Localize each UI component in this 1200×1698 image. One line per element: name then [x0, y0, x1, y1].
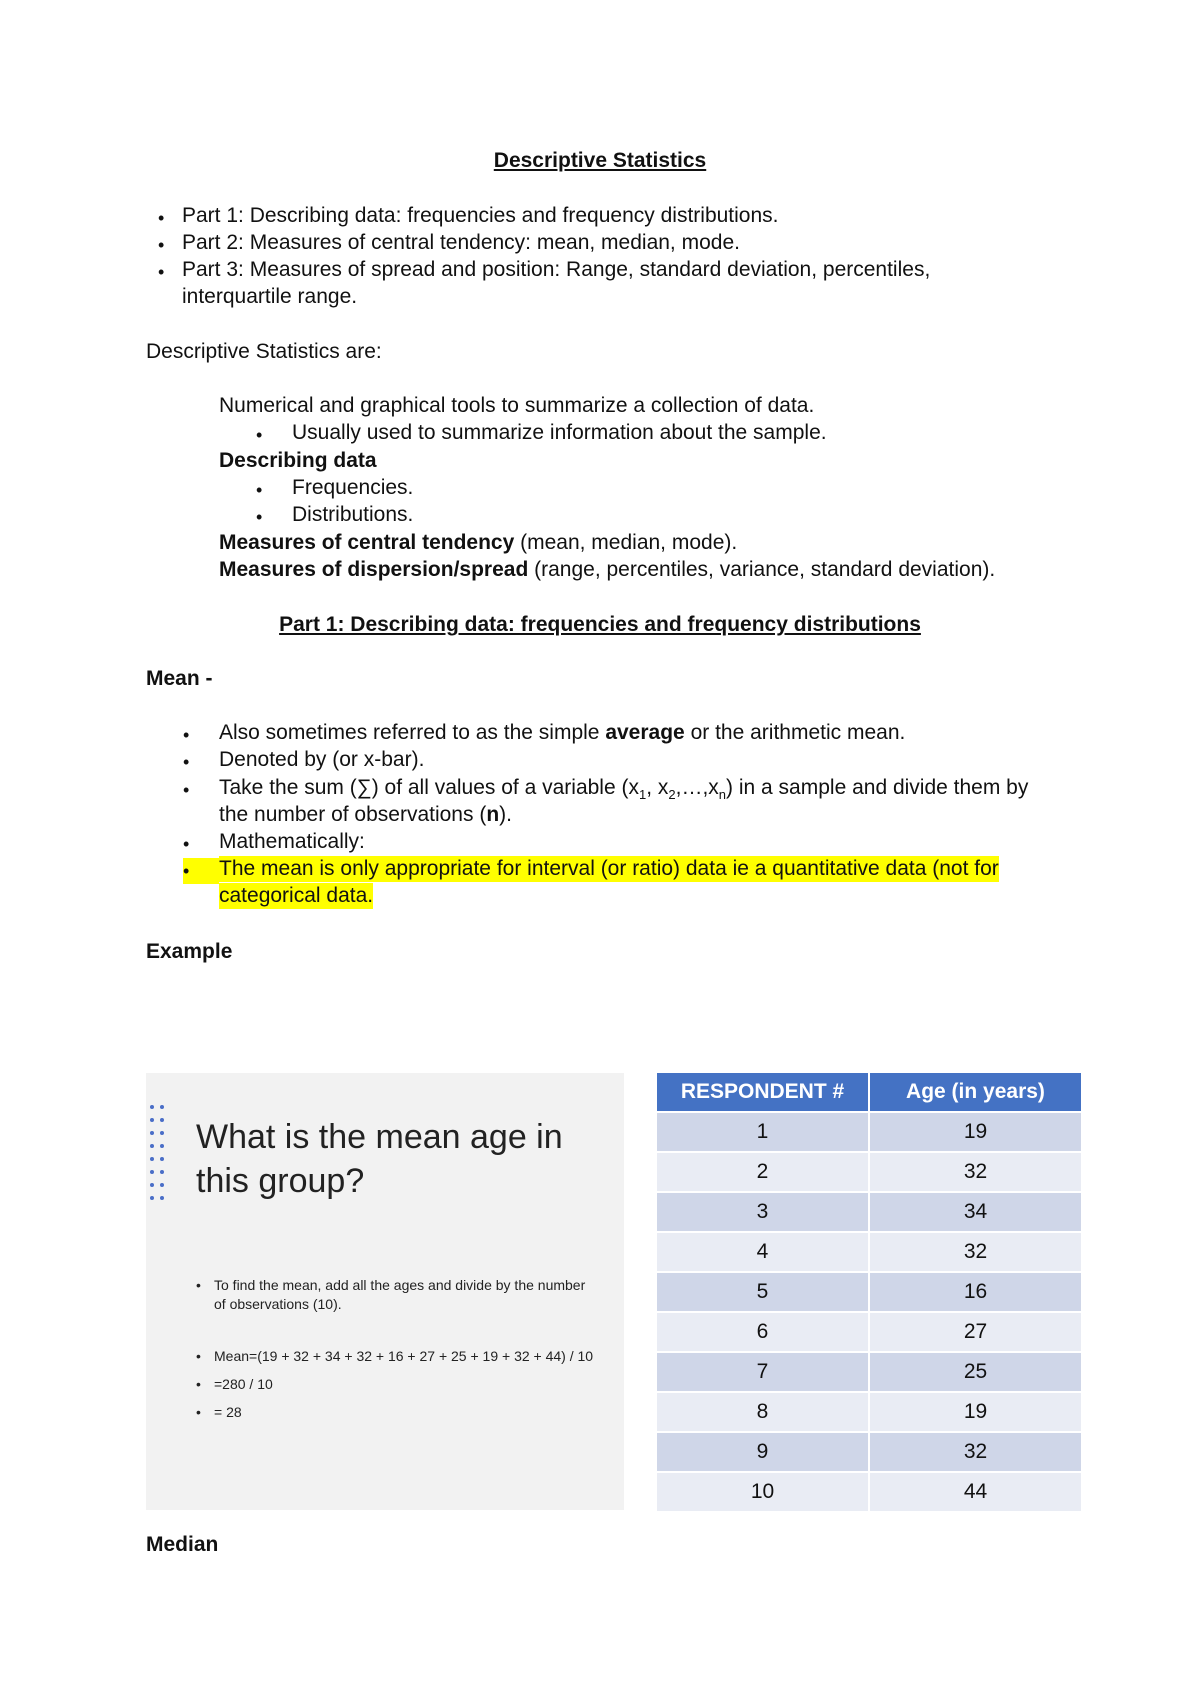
dots-decoration-icon: [146, 1105, 170, 1205]
slide-question: What is the mean age in this group?: [196, 1118, 563, 1200]
slide-bullet: [196, 1403, 596, 1422]
bullet-icon: •: [158, 235, 165, 255]
part-3-item-cont: interquartile range.: [182, 285, 358, 308]
bullet-icon: •: [196, 1348, 201, 1364]
part1-heading: Part 1: Describing data: frequencies and frequency distributions: [279, 613, 921, 636]
mean-b1-text-c: or the arithmetic mean.: [684, 721, 906, 744]
mean-b3-sub3: n: [718, 787, 727, 803]
bullet-icon: •: [183, 780, 190, 800]
bullet-icon: •: [158, 262, 165, 282]
table-row: [657, 1233, 1083, 1273]
slide-bullet-text: = 28: [214, 1404, 242, 1420]
mean-b3-l2-c: ).: [499, 803, 512, 826]
example-heading: Example: [146, 940, 233, 963]
mean-b3-c: ,…,x: [675, 776, 719, 799]
respondent-cell: 3: [657, 1193, 870, 1233]
ages-table: [657, 1073, 1083, 1513]
respondent-cell: 2: [657, 1153, 870, 1193]
table-row: [657, 1473, 1083, 1513]
mean-bullet-4: Mathematically:: [219, 830, 365, 853]
age-cell: 16: [870, 1273, 1083, 1313]
table-row: [657, 1193, 1083, 1233]
mean-bullet-5-cont: categorical data.: [219, 884, 374, 907]
bullet-icon: •: [256, 507, 263, 527]
respondent-cell: 10: [657, 1473, 870, 1513]
slide-bullet-text: =280 / 10: [214, 1376, 273, 1392]
frequencies-text: Frequencies.: [292, 476, 414, 499]
table-header-row: [657, 1073, 1083, 1113]
central-tendency-line: [219, 530, 737, 556]
mean-b3-b: , x: [646, 776, 669, 799]
table-row: [657, 1313, 1083, 1353]
age-cell: 44: [870, 1473, 1083, 1513]
age-cell: 27: [870, 1313, 1083, 1353]
header-respondent: RESPONDENT #: [657, 1073, 870, 1113]
slide-bullet-text: Mean=(19 + 32 + 34 + 32 + 16 + 27 + 25 + 19 + 32 + 44) / 10: [214, 1348, 594, 1364]
bullet-icon: •: [196, 1277, 201, 1293]
dispersion-rest: (range, percentiles, variance, standard deviation).: [528, 558, 996, 581]
respondent-cell: 8: [657, 1393, 870, 1433]
dispersion-line: [219, 557, 995, 583]
mean-b3-a: Take the sum (∑) of all values of a variable (x: [219, 776, 639, 799]
part-2-item: Part 2: Measures of central tendency: mean, median, mode.: [182, 231, 740, 254]
dispersion-bold: Measures of dispersion/spread: [219, 558, 529, 581]
respondent-cell: 4: [657, 1233, 870, 1273]
mean-bullet-5: The mean is only appropriate for interval (or ratio) data ie a quantitative data (not for: [219, 857, 999, 880]
mean-b1-average: average: [605, 721, 685, 744]
mean-b3-d: ) in a sample and divide them by: [726, 776, 1029, 799]
respondent-cell: 7: [657, 1353, 870, 1393]
central-tendency-rest: (mean, median, mode).: [514, 531, 738, 554]
bullet-icon: •: [183, 834, 190, 854]
ds-are-label: Descriptive Statistics are:: [146, 340, 382, 363]
slide-bullet: [196, 1375, 596, 1394]
bullet-icon: •: [256, 425, 263, 445]
bullet-icon: •: [158, 208, 165, 228]
respondent-cell: 6: [657, 1313, 870, 1353]
part-3-item: Part 3: Measures of spread and position: Range, standard deviation, percentiles,: [182, 258, 931, 281]
mean-bullet-3-cont: [219, 802, 512, 828]
slide-bullet: [196, 1276, 596, 1314]
respondent-cell: 1: [657, 1113, 870, 1153]
table-row: [657, 1113, 1083, 1153]
distributions-text: Distributions.: [292, 503, 414, 526]
header-age: Age (in years): [870, 1073, 1083, 1113]
mean-bullet-2: Denoted by (or x-bar).: [219, 748, 425, 771]
respondent-cell: 9: [657, 1433, 870, 1473]
table-row: [657, 1393, 1083, 1433]
mean-b3-l2-a: the number of observations (: [219, 803, 487, 826]
median-heading: Median: [146, 1533, 219, 1556]
respondent-cell: 5: [657, 1273, 870, 1313]
mean-b3-sub2: 2: [668, 787, 676, 803]
bullet-icon: •: [183, 752, 190, 772]
usually-text: Usually used to summarize information about the sample.: [292, 421, 827, 444]
example-slide: [146, 1073, 624, 1510]
slide-bullet: [196, 1347, 596, 1366]
table-row: [657, 1273, 1083, 1313]
bullet-icon: •: [196, 1404, 201, 1420]
age-cell: 32: [870, 1433, 1083, 1473]
describing-data-label: Describing data: [219, 449, 377, 472]
slide-bullets: [196, 1276, 596, 1422]
mean-bullet-1: [219, 720, 905, 746]
page-title: Descriptive Statistics: [493, 149, 707, 172]
central-tendency-bold: Measures of central tendency: [219, 531, 515, 554]
mean-b1-text-a: Also sometimes referred to as the simple: [219, 721, 606, 744]
bullet-icon: •: [256, 480, 263, 500]
table-row: [657, 1353, 1083, 1393]
age-cell: 19: [870, 1113, 1083, 1153]
mean-b3-sub1: 1: [638, 787, 647, 803]
mean-bullet-3: [219, 775, 1028, 801]
bullet-icon: •: [183, 858, 219, 884]
age-cell: 25: [870, 1353, 1083, 1393]
age-cell: 32: [870, 1233, 1083, 1273]
age-cell: 19: [870, 1393, 1083, 1433]
table-row: [657, 1433, 1083, 1473]
bullet-icon: •: [183, 725, 190, 745]
mean-heading: Mean -: [146, 667, 213, 690]
part-1-item: Part 1: Describing data: frequencies and frequency distributions.: [182, 204, 779, 227]
age-cell: 32: [870, 1153, 1083, 1193]
slide-bullet-text: To find the mean, add all the ages and divide by the number of observations (10).: [214, 1277, 586, 1312]
bullet-icon: •: [196, 1376, 201, 1392]
age-cell: 34: [870, 1193, 1083, 1233]
numerical-text: Numerical and graphical tools to summarize a collection of data.: [219, 394, 815, 417]
table-row: [657, 1153, 1083, 1193]
mean-b3-l2-n: n: [486, 803, 500, 826]
